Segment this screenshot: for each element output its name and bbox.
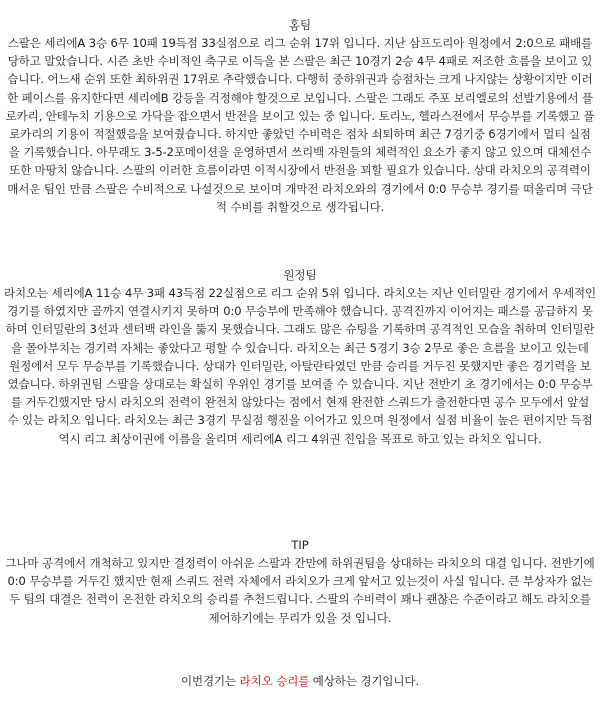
away-team-title: 원정팀 [283, 268, 317, 282]
away-team-section [4, 266, 596, 448]
prediction-prefix: 이번경기는 [181, 674, 240, 688]
away-team-body: 라치오는 세리에A 11승 4무 3패 43득점 22실점으로 리그 순위 5위 입니다. 라치오는 지난 인터밀란 경기에서 우세적인 경기를 하였지만 골까지 연결시키지 못하며 0:0 무승부에 만족해야 했습니다. 공격진까지 이어지는 패스를 공급하지 못하며 인터밀란의 3선과 센터백 라인을 뚫지 못했습니다. 그래도 많은 슈팅을 기록하며 공격적인 모습을 취하며 인터밀란을 몰아부치는 경기력 자체는 좋았다고 평할 수 있습니다. 라치오는 최근 5경기 3승 2무로 좋은 흐름을 보이고 있는데 원정에서 모두 무승부를 기록했습니다. 상대가 인터밀란, 아탈란타였던 만큼 승리를 거두진 못했지만 좋은 경기력을 보였습니다. 하위권팀 스팔을 상대로는 확실히 우위인 경기를 보여줄 수 있습니다. 지난 전반기 초 경기에서는 0:0 무승부를 거두긴했지만 당시 라치오의 전력이 완전치 않았다는 점에서 현재 완전한 스쿼드가 출전한다면 공수 모두에서 앞설 수 있는 라치오 입니다. 라치오는 최근 3경기 무실점 행진을 이어가고 있으며 원정에서 실점 비율이 높은 편이지만 득점 역시 리그 최상이권에 이름을 올리며 세리에A 리그 4위권 진입을 목표로 하고 있는 라치오 입니다. [4, 286, 596, 446]
prediction-line [4, 672, 596, 690]
tip-title: TIP [291, 538, 309, 552]
home-team-title: 홈팀 [288, 18, 312, 32]
tip-section [4, 536, 596, 627]
prediction-suffix: 예상하는 경기입니다. [309, 674, 419, 688]
prediction-text [4, 672, 596, 690]
home-team-section [4, 16, 596, 216]
prediction-highlight: 라치오 승리를 [239, 674, 310, 688]
home-team-body: 스팔은 세리에A 3승 6무 10패 19득점 33실점으로 리그 순위 17위 입니다. 지난 삼프도리아 원정에서 2:0으로 패배를 당하고 말았습니다. 시즌 초반 수비적인 축구로 이득을 본 스팔은 최근 10경기 2승 4무 4패로 저조한 흐름을 보이고 있습니다. 어느새 순위 또한 최하위권 17위로 추락했습니다. 다행히 중하위권과 승점차는 크게 나지않는 상황이지만 이러한 페이스를 유지한다면 세리에B 강등을 걱정해야 할것으로 보입니다. 스팔은 그래도 주포 보리엘로의 선발기용에서 플로카리, 안테누치 기용으로 가닥을 잡으면서 반전을 보이고 있는 중 입니다. 토리노, 헬라스전에서 무승부를 기록했고 플로카리의 기용이 적절했음을 보여줬습니다. 하지만 좋았던 수비력은 점차 쇠퇴하며 최근 7경기중 6경기에서 멀티 실점을 기록했습니다. 아무래도 3-5-2포메이션을 운영하면서 쓰리백 자원들의 체력적인 요소가 좋지 않고 있으며 대체선수 또한 마땅치 않습니다. 스팔의 이러한 흐름이라면 이적시장에서 반전을 꾀할 필요가 있습니다. 상대 라치오의 공격력이 매서운 팀인 만큼 스팔은 수비적으로 나설것으로 보이며 개막전 라치오와의 경기에서 0:0 무승부 경기를 떠올리며 극단적 수비를 취할것으로 생각됩니다. [5, 36, 595, 214]
tip-body: 그나마 공격에서 개척하고 있지만 결정력이 아쉬운 스팔과 간만에 하위권팀을 상대하는 라치오의 대결 입니다. 전반기에 0:0 무승부를 거두긴 했지만 현재 스쿼드 전력 자체에서 라치오가 크게 앞서고 있는것이 사실 입니다. 큰 부상자가 없는 두 팀의 대결은 전력이 온전한 라치오의 승리를 추천드립니다. 스팔의 수비력이 꽤나 괜찮은 수준이라고 해도 라치오를 제어하기에는 무리가 있을 것 입니다. [5, 556, 595, 625]
